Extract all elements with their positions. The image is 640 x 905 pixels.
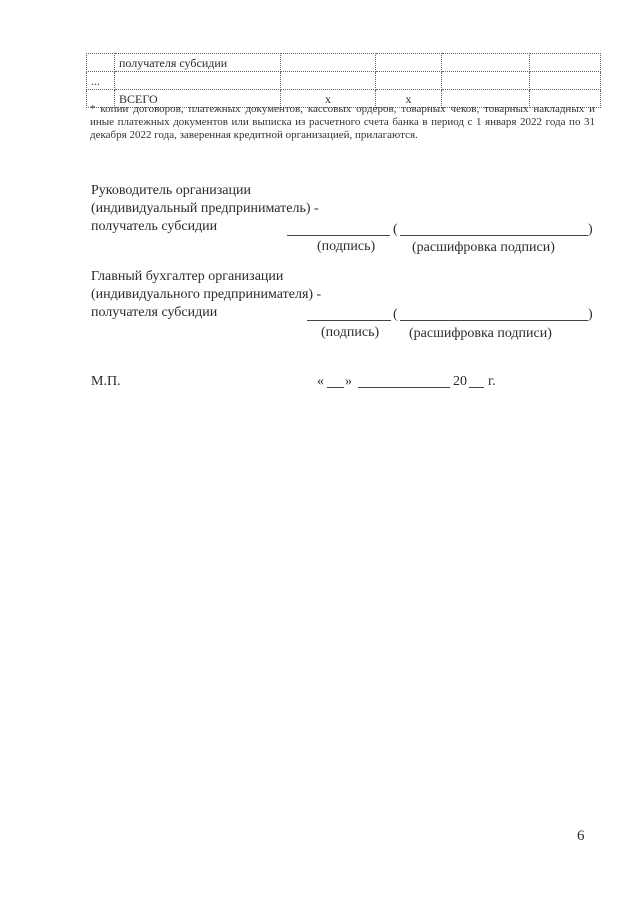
table-cell: x <box>376 90 442 108</box>
signature-decode-caption: (расшифровка подписи) <box>409 326 552 341</box>
signer-title-line2: (индивидуального предпринимателя) - <box>91 287 322 302</box>
total-label-cell: ВСЕГО <box>115 90 281 108</box>
date-day-line <box>327 387 344 388</box>
page-number: 6 <box>577 828 585 844</box>
table-cell <box>530 54 601 72</box>
row-number-cell <box>87 54 115 72</box>
table-row <box>87 54 601 72</box>
signature-block-director <box>91 182 319 236</box>
signature-block-accountant <box>91 268 321 322</box>
paren-close: ) <box>588 307 593 322</box>
table-row <box>87 72 601 90</box>
signature-decode-line <box>400 320 588 321</box>
signer-title-line3: получателя субсидии <box>91 305 218 320</box>
date-quote-close: » <box>345 374 352 389</box>
signature-caption: (подпись) <box>317 239 376 254</box>
table-cell <box>376 54 442 72</box>
table-cell <box>442 72 530 90</box>
signature-line <box>307 320 391 321</box>
date-month-line <box>358 387 450 388</box>
signature-line <box>287 235 390 236</box>
row-name-cell: получателя субсидии <box>115 54 281 72</box>
table-cell <box>376 72 442 90</box>
paren-close: ) <box>588 222 593 237</box>
subsidy-table <box>86 53 601 108</box>
paren-open: ( <box>393 307 398 322</box>
table-cell: x <box>281 90 376 108</box>
date-quote-open: « <box>317 374 324 389</box>
signer-title-line1: Руководитель организации <box>91 183 251 198</box>
date-year-suffix: г. <box>488 374 496 389</box>
signer-title-line1: Главный бухгалтер организации <box>91 269 284 284</box>
table-cell <box>530 72 601 90</box>
footnote: * копии договоров, платежных документов, кассовых ордеров, товарных чеков, товарных накладных и иные платежных документов или выписка из расчетного счета банка в период с 1 января 2022 года по 31 декабря 2022 года, заверенная кредитной организацией, прилагаются. <box>90 103 595 141</box>
row-number-cell: ... <box>87 72 115 90</box>
table-cell <box>442 54 530 72</box>
table-cell <box>281 54 376 72</box>
paren-open: ( <box>393 222 398 237</box>
signature-caption: (подпись) <box>321 325 380 340</box>
stamp-label: М.П. <box>91 374 121 389</box>
date-year-line <box>469 387 484 388</box>
date-year-prefix: 20 <box>453 374 467 389</box>
signer-title-line2: (индивидуальный предприниматель) - <box>91 201 319 216</box>
signer-title-line3: получатель субсидии <box>91 219 218 234</box>
signature-decode-line <box>400 235 588 236</box>
row-name-cell <box>115 72 281 90</box>
signature-decode-caption: (расшифровка подписи) <box>412 240 555 255</box>
table-cell <box>281 72 376 90</box>
